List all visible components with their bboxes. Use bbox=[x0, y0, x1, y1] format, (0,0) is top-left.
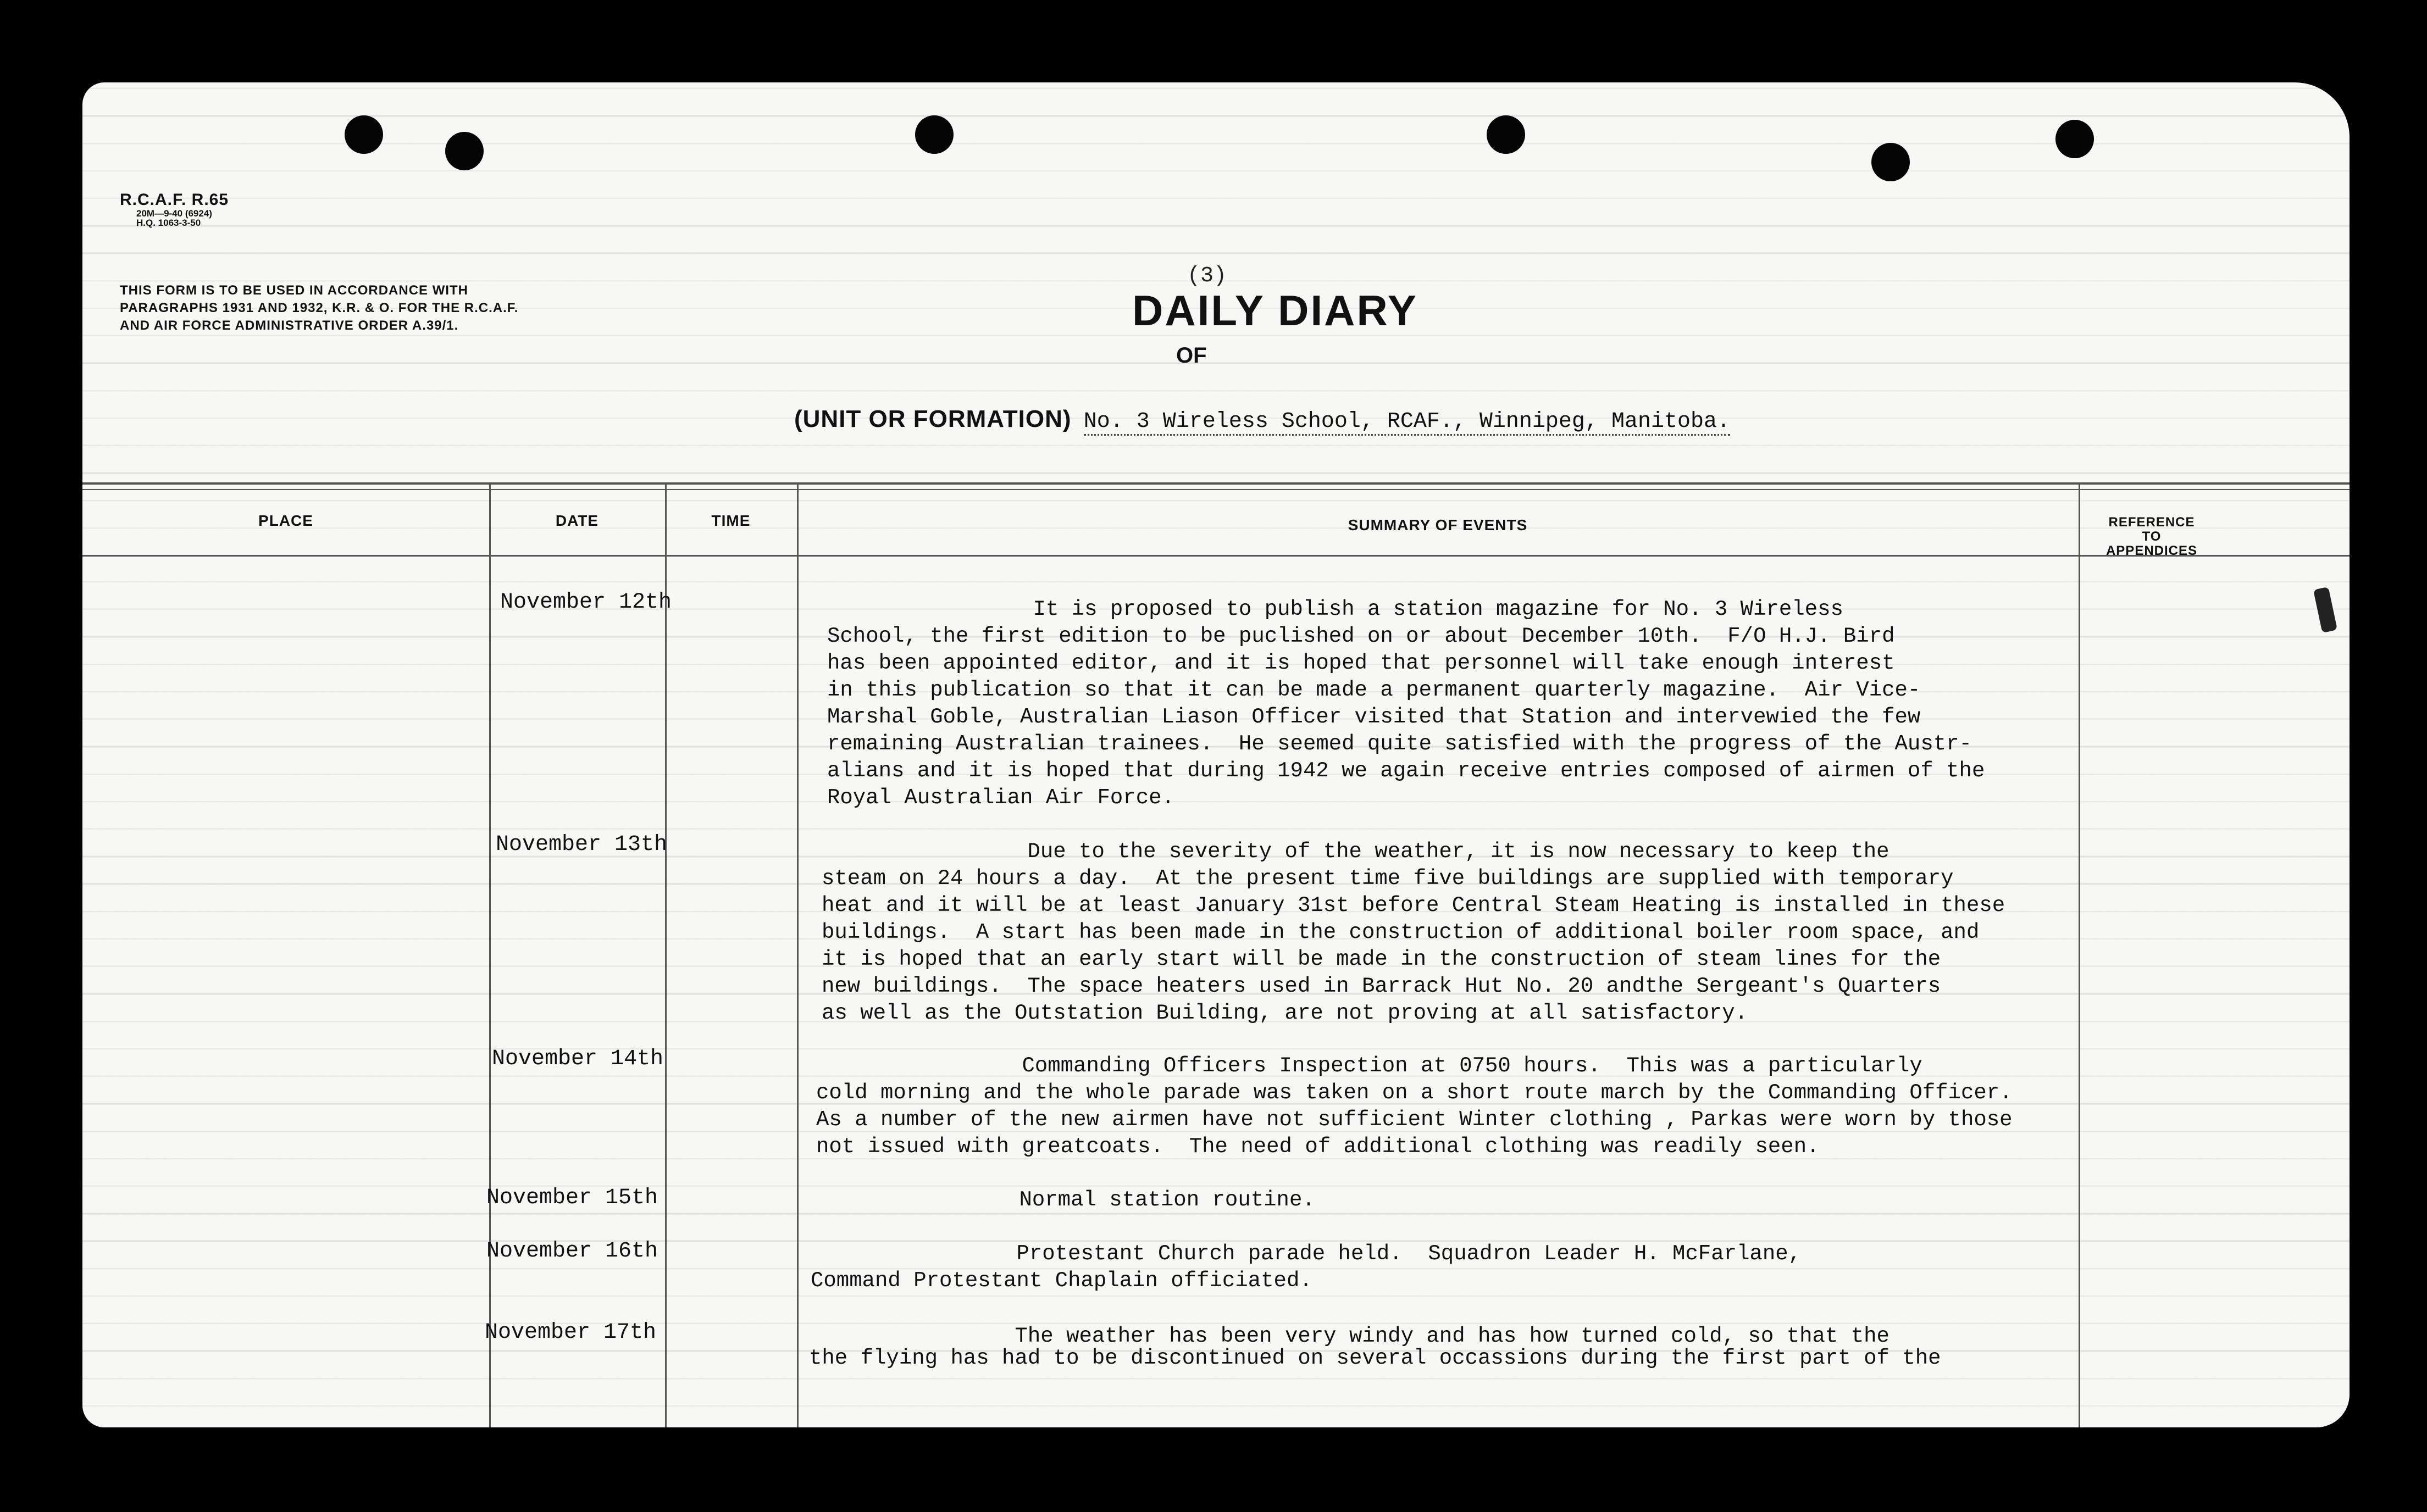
entry-date: November 16th bbox=[486, 1239, 658, 1264]
page-title: DAILY DIARY bbox=[1132, 286, 1418, 335]
diary-page bbox=[82, 82, 2350, 1427]
page-number: (3) bbox=[1187, 264, 1227, 288]
entry-text: It is proposed to publish a station magazine for No. 3 Wireless School, the first edition to be puclished on or about December 10th. F/O H.J. Bird has been appointed editor, and it is hoped that personnel will take enough interest in this publication so that it can be made a permanent quarterly magazine. Air Vice- Marshal Goble, Australian Liason Officer visited that Station and intervewied the few remaining Australian trainees. He seemed quite satisfied with the progress of the Austr- alians and it is hoped that during 1942 we again receive entries composed of airmen of the Royal Australian Air Force. bbox=[827, 597, 1985, 810]
form-instruction: THIS FORM IS TO BE USED IN ACCORDANCE WITH PARAGRAPHS 1931 AND 1932, K.R. & O. FOR THE R.C.A.F. AND AIR FORCE ADMINISTRATIVE ORDER A.39/1. bbox=[120, 283, 519, 333]
entry-text: Protestant Church parade held. Squadron Leader H. McFarlane, Command Protestant Chaplain officiated. bbox=[811, 1242, 1802, 1293]
column-divider bbox=[665, 482, 667, 1427]
table-top-rule bbox=[82, 489, 2350, 490]
column-divider bbox=[2079, 482, 2080, 1427]
punch-hole bbox=[1871, 143, 1910, 181]
entry-date: November 12th bbox=[500, 590, 672, 615]
entry-text: Commanding Officers Inspection at 0750 hours. This was a particularly cold morning and the whole parade was taken on a short route march by the Commanding Officer. As a number of the new airmen have not sufficient Winter clothing , Parkas were worn by those not issued with greatcoats. The need of additional clothing was readily seen. bbox=[816, 1054, 2013, 1159]
entry-text: Due to the severity of the weather, it is now necessary to keep the steam on 24 hours a day. At the present time five buildings are supplied with temporary heat and it will be at least January 31st before Central Steam Heating is installed in these buildings. A start has been made in the construction of additional boiler room space, and it is hoped that an early start will be made in the construction of steam lines for the new buildings. The space heaters used in Barrack Hut No. 20 andthe Sergeant's Quarters as well as the Outstation Building, are not proving at all satisfactory. bbox=[822, 840, 2005, 1025]
punch-hole bbox=[915, 115, 954, 154]
punch-hole bbox=[445, 132, 484, 170]
form-code-line: 20M—9-40 (6924) bbox=[136, 208, 212, 219]
column-header-reference: REFERENCE TO APPENDICES bbox=[2105, 515, 2198, 558]
column-header-summary: SUMMARY OF EVENTS bbox=[1348, 516, 1528, 533]
column-header-place: PLACE bbox=[258, 512, 313, 529]
entry-date: November 13th bbox=[496, 832, 668, 857]
entry-text: Normal station routine. bbox=[813, 1188, 1315, 1212]
unit-line bbox=[794, 405, 1730, 434]
entry-date: November 14th bbox=[492, 1047, 664, 1071]
punch-hole bbox=[1487, 115, 1525, 154]
header-bottom-rule bbox=[82, 555, 2350, 557]
punch-hole bbox=[2055, 120, 2094, 158]
punch-hole bbox=[345, 115, 383, 154]
entry-date: November 15th bbox=[486, 1186, 658, 1210]
table-top-rule bbox=[82, 482, 2350, 485]
form-code-line: H.Q. 1063-3-50 bbox=[136, 218, 201, 229]
column-header-date: DATE bbox=[555, 512, 599, 529]
form-code-line: R.C.A.F. R.65 bbox=[120, 191, 229, 209]
column-header-time: TIME bbox=[711, 512, 751, 529]
title-of: OF bbox=[1176, 343, 1207, 368]
paper-clip-mark bbox=[2313, 587, 2337, 633]
column-divider bbox=[489, 482, 491, 1427]
column-divider bbox=[797, 482, 799, 1427]
entry-text: The weather has been very windy and has how turned cold, so that the the flying has had to be discontinued on several occassions during the first part of the bbox=[809, 1324, 1941, 1370]
form-code bbox=[120, 191, 229, 228]
unit-label: (UNIT OR FORMATION) bbox=[794, 405, 1072, 432]
unit-value: No. 3 Wireless School, RCAF., Winnipeg, Manitoba. bbox=[1084, 409, 1730, 436]
entry-date: November 17th bbox=[485, 1320, 657, 1345]
